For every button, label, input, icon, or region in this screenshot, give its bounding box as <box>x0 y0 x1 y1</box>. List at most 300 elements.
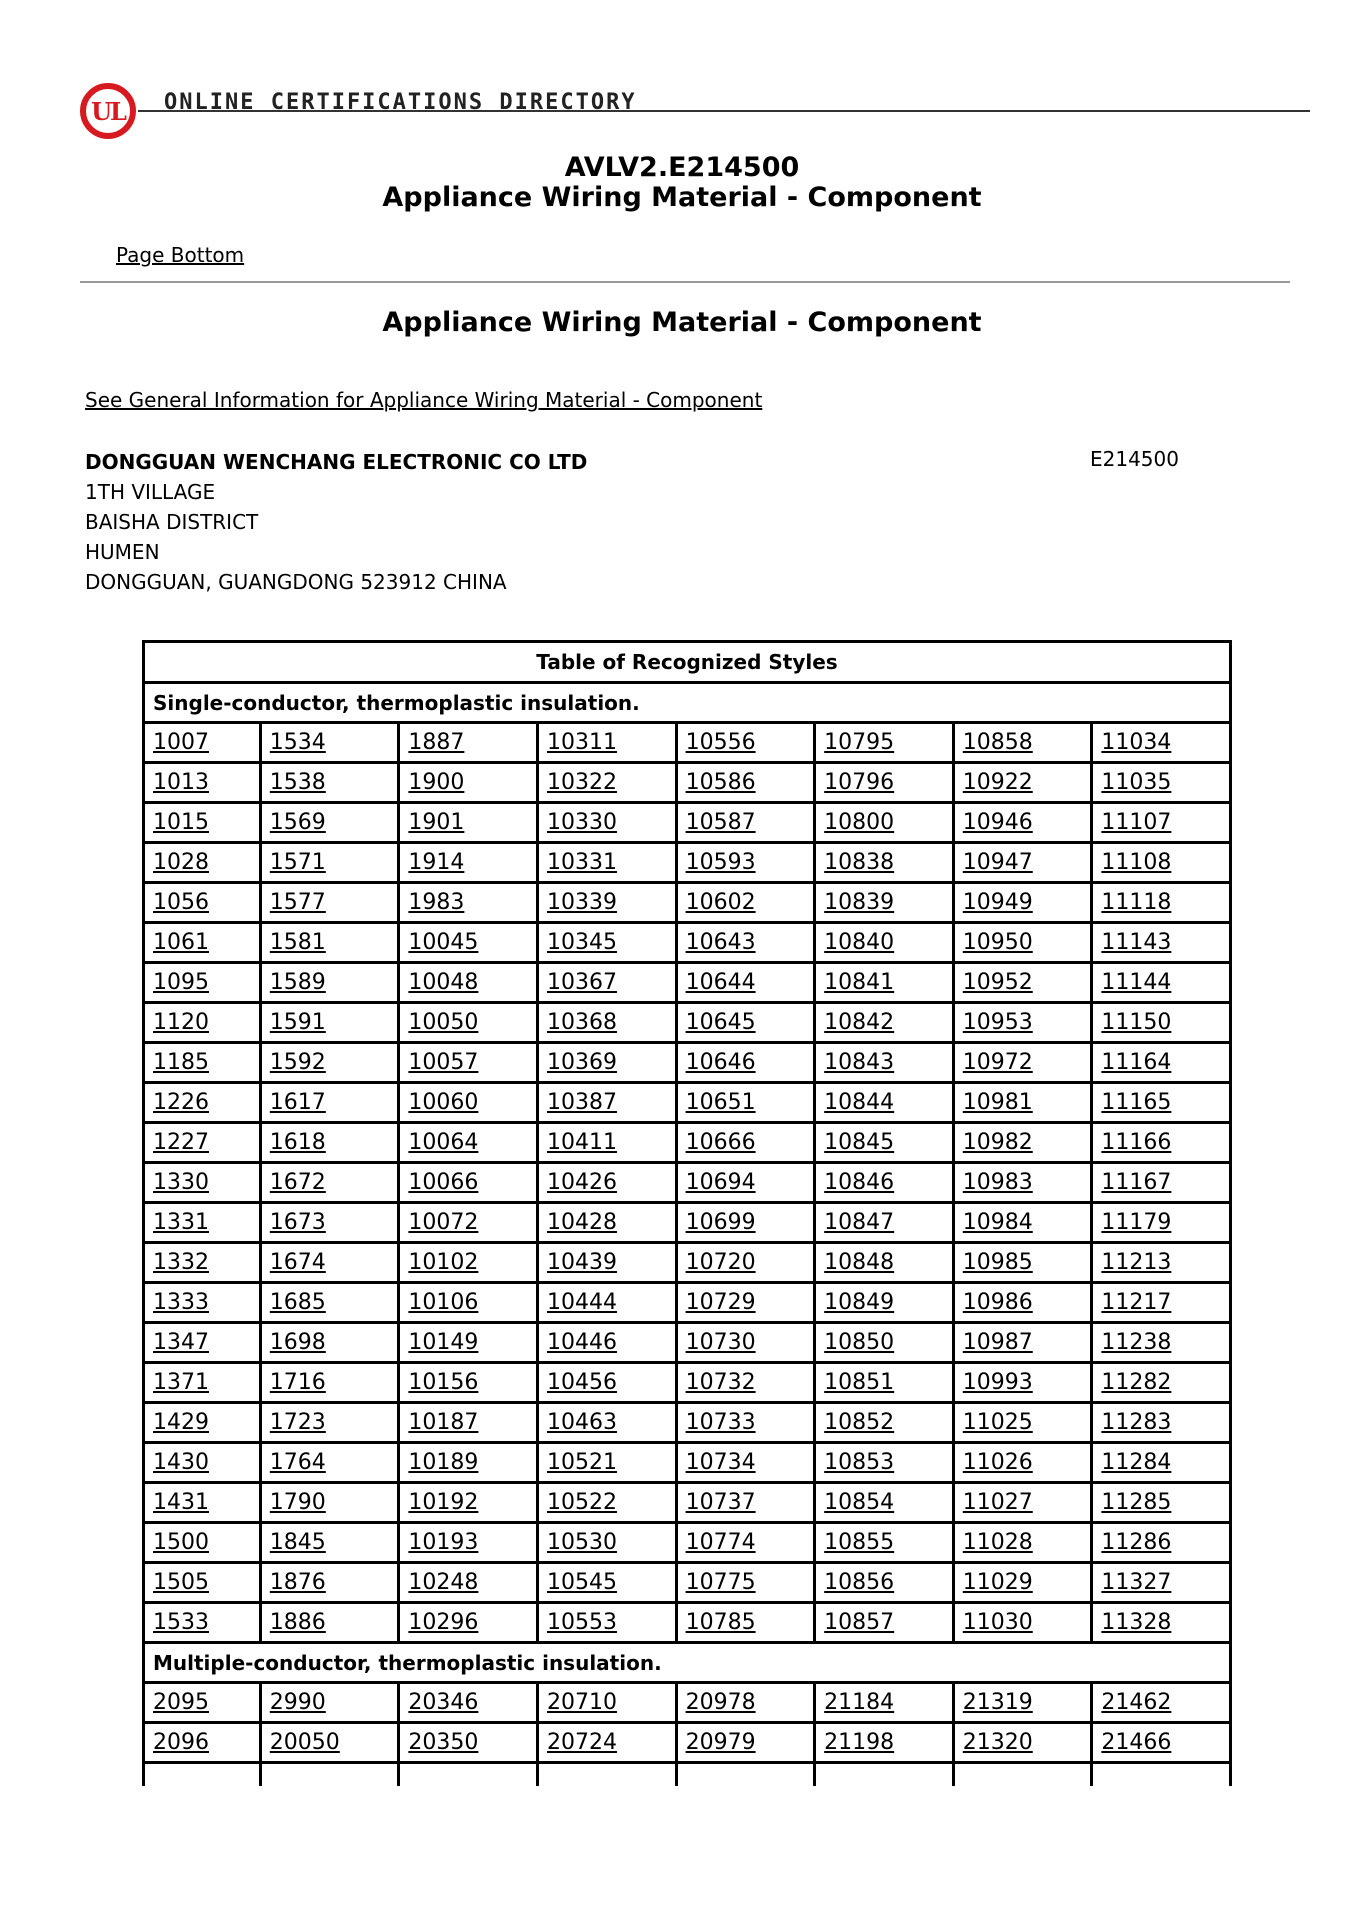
style-link[interactable]: 10854 <box>824 1490 895 1515</box>
ul-logo: UL <box>80 83 136 139</box>
address-line: 1TH VILLAGE <box>85 480 216 504</box>
table-cell <box>953 1043 1092 1083</box>
table-cell <box>260 923 399 963</box>
style-link[interactable]: 10522 <box>546 1490 617 1515</box>
style-link[interactable]: 1061 <box>153 930 209 955</box>
style-link[interactable]: 10852 <box>824 1410 895 1435</box>
style-link[interactable]: 11286 <box>1101 1530 1172 1555</box>
table-cell <box>676 803 815 843</box>
style-link[interactable]: 10426 <box>546 1170 617 1195</box>
style-link[interactable]: 1845 <box>269 1530 326 1555</box>
table-cell <box>260 1203 399 1243</box>
style-link[interactable]: 20978 <box>685 1690 756 1715</box>
style-link[interactable]: 1618 <box>269 1130 326 1155</box>
style-link[interactable]: 2990 <box>269 1690 326 1715</box>
table-cell <box>1092 923 1231 963</box>
style-link[interactable]: 1095 <box>153 970 209 995</box>
style-link[interactable]: 10851 <box>824 1370 895 1395</box>
style-link[interactable]: 10842 <box>824 1010 895 1035</box>
style-link[interactable]: 11029 <box>962 1570 1033 1595</box>
style-link[interactable]: 10345 <box>546 930 617 955</box>
table-cell <box>953 1243 1092 1283</box>
style-link[interactable]: 20350 <box>408 1730 479 1755</box>
table-cell <box>260 1563 399 1603</box>
table-cell <box>537 1683 676 1723</box>
style-link[interactable]: 10699 <box>685 1210 756 1235</box>
style-link[interactable]: 10553 <box>546 1610 617 1635</box>
style-link[interactable]: 1887 <box>408 730 465 755</box>
table-cell <box>260 1363 399 1403</box>
style-link[interactable]: 1429 <box>153 1410 209 1435</box>
style-link[interactable]: 10982 <box>962 1130 1033 1155</box>
style-link[interactable]: 1673 <box>269 1210 326 1235</box>
style-link[interactable]: 10045 <box>408 930 479 955</box>
style-link[interactable]: 1431 <box>153 1490 209 1515</box>
table-row <box>144 803 1231 843</box>
style-link[interactable]: 10987 <box>962 1330 1033 1355</box>
table-cell <box>260 763 399 803</box>
table-cell <box>144 763 261 803</box>
style-link[interactable]: 10586 <box>685 770 756 795</box>
table-cell <box>815 1603 954 1643</box>
table-cell <box>953 1283 1092 1323</box>
table-cell <box>399 1043 538 1083</box>
table-cell <box>953 1683 1092 1723</box>
style-link[interactable]: 11284 <box>1101 1450 1172 1475</box>
table-cell <box>260 1083 399 1123</box>
table-row <box>144 1483 1231 1523</box>
table-cell <box>676 963 815 1003</box>
style-link[interactable]: 1571 <box>269 850 326 875</box>
style-link[interactable]: 10840 <box>824 930 895 955</box>
style-link[interactable]: 1790 <box>269 1490 326 1515</box>
style-link[interactable]: 11213 <box>1101 1250 1172 1275</box>
table-cell <box>144 1203 261 1243</box>
style-link[interactable]: 10844 <box>824 1090 895 1115</box>
style-link[interactable]: 10855 <box>824 1530 895 1555</box>
style-link[interactable]: 10593 <box>685 850 756 875</box>
table-cell <box>537 1163 676 1203</box>
style-link[interactable]: 1589 <box>269 970 326 995</box>
style-link[interactable]: 10720 <box>685 1250 756 1275</box>
table-cell <box>399 1523 538 1563</box>
style-link[interactable]: 10800 <box>824 810 895 835</box>
table-row <box>144 1563 1231 1603</box>
general-info-link[interactable]: See General Information for Appliance Wiring Material - Component <box>85 388 763 412</box>
table-cell <box>399 1443 538 1483</box>
style-link[interactable]: 10734 <box>685 1450 756 1475</box>
style-link[interactable]: 11107 <box>1101 810 1172 835</box>
style-link[interactable]: 10248 <box>408 1570 479 1595</box>
table-cell <box>676 1283 815 1323</box>
style-link[interactable]: 10733 <box>685 1410 756 1435</box>
style-link[interactable]: 1056 <box>153 890 209 915</box>
style-link[interactable]: 1331 <box>153 1210 209 1235</box>
style-link[interactable]: 11108 <box>1101 850 1172 875</box>
style-link[interactable]: 10149 <box>408 1330 479 1355</box>
style-link[interactable]: 10322 <box>546 770 617 795</box>
style-link[interactable]: 10050 <box>408 1010 479 1035</box>
style-link[interactable]: 10369 <box>546 1050 617 1075</box>
style-link[interactable]: 10972 <box>962 1050 1033 1075</box>
style-link[interactable]: 10850 <box>824 1330 895 1355</box>
style-link[interactable]: 1983 <box>408 890 465 915</box>
style-link[interactable]: 1581 <box>269 930 326 955</box>
table-row <box>144 1163 1231 1203</box>
style-link[interactable]: 10331 <box>546 850 617 875</box>
style-link[interactable]: 1533 <box>153 1610 209 1635</box>
company-name: DONGGUAN WENCHANG ELECTRONIC CO LTD <box>85 450 588 474</box>
style-link[interactable]: 10411 <box>546 1130 617 1155</box>
style-link[interactable]: 10330 <box>546 810 617 835</box>
table-cell <box>399 763 538 803</box>
style-link[interactable]: 11285 <box>1101 1490 1172 1515</box>
table-cell <box>144 1083 261 1123</box>
table-cell <box>676 1243 815 1283</box>
style-link[interactable]: 10521 <box>546 1450 617 1475</box>
table-cell <box>1092 803 1231 843</box>
style-link[interactable]: 1028 <box>153 850 209 875</box>
table-row <box>144 1083 1231 1123</box>
table-cell <box>1092 1083 1231 1123</box>
style-link[interactable]: 10737 <box>685 1490 756 1515</box>
style-link[interactable]: 10950 <box>962 930 1033 955</box>
style-link[interactable]: 10730 <box>685 1330 756 1355</box>
style-link[interactable]: 10545 <box>546 1570 617 1595</box>
style-link[interactable]: 1672 <box>269 1170 326 1195</box>
style-link[interactable]: 10387 <box>546 1090 617 1115</box>
style-link[interactable]: 11217 <box>1101 1290 1172 1315</box>
table-cell <box>399 1003 538 1043</box>
style-link[interactable]: 10189 <box>408 1450 479 1475</box>
style-link[interactable]: 1577 <box>269 890 326 915</box>
table-cell <box>399 843 538 883</box>
style-link[interactable]: 10102 <box>408 1250 479 1275</box>
style-link[interactable]: 10064 <box>408 1130 479 1155</box>
style-link[interactable]: 11143 <box>1101 930 1172 955</box>
table-cell <box>144 1683 261 1723</box>
table-cell <box>144 883 261 923</box>
style-link[interactable]: 1347 <box>153 1330 209 1355</box>
style-link[interactable]: 1007 <box>153 730 209 755</box>
table-cell <box>144 963 261 1003</box>
table-cell <box>1092 723 1231 763</box>
style-link[interactable]: 10984 <box>962 1210 1033 1235</box>
table-cell <box>144 843 261 883</box>
style-link[interactable]: 1534 <box>269 730 326 755</box>
style-link[interactable]: 1500 <box>153 1530 209 1555</box>
style-link[interactable]: 10983 <box>962 1170 1033 1195</box>
style-link[interactable]: 10848 <box>824 1250 895 1275</box>
style-link[interactable]: 1538 <box>269 770 326 795</box>
style-link[interactable]: 10463 <box>546 1410 617 1435</box>
table-cell <box>144 1003 261 1043</box>
style-link[interactable]: 1330 <box>153 1170 209 1195</box>
table-cell <box>815 1203 954 1243</box>
table-cell <box>399 1603 538 1643</box>
style-link[interactable]: 21184 <box>824 1690 895 1715</box>
style-link[interactable]: 10428 <box>546 1210 617 1235</box>
style-link[interactable]: 10795 <box>824 730 895 755</box>
table-cell <box>399 1763 538 1787</box>
section-heading: Multiple-conductor, thermoplastic insulation. <box>144 1643 1231 1683</box>
style-link[interactable]: 11283 <box>1101 1410 1172 1435</box>
table-cell <box>1092 1603 1231 1643</box>
style-link[interactable]: 20710 <box>546 1690 617 1715</box>
style-link[interactable]: 10981 <box>962 1090 1033 1115</box>
style-link[interactable]: 11150 <box>1101 1010 1172 1035</box>
style-link[interactable]: 10072 <box>408 1210 479 1235</box>
style-link[interactable]: 10587 <box>685 810 756 835</box>
table-cell <box>399 1163 538 1203</box>
style-link[interactable]: 10645 <box>685 1010 756 1035</box>
table-cell <box>537 763 676 803</box>
style-link[interactable]: 11144 <box>1101 970 1172 995</box>
style-link[interactable]: 2096 <box>153 1730 209 1755</box>
table-cell <box>399 883 538 923</box>
style-link[interactable]: 10953 <box>962 1010 1033 1035</box>
file-number: E214500 <box>1090 447 1179 471</box>
section-divider <box>80 281 1290 283</box>
table-cell <box>676 883 815 923</box>
style-link[interactable]: 11028 <box>962 1530 1033 1555</box>
style-link[interactable]: 10156 <box>408 1370 479 1395</box>
table-row <box>144 1443 1231 1483</box>
style-link[interactable]: 10856 <box>824 1570 895 1595</box>
style-link[interactable]: 11034 <box>1101 730 1172 755</box>
style-link[interactable]: 10796 <box>824 770 895 795</box>
table-cell <box>676 1043 815 1083</box>
style-link[interactable]: 10644 <box>685 970 756 995</box>
address-line: DONGGUAN, GUANGDONG 523912 CHINA <box>85 570 507 594</box>
table-cell <box>537 803 676 843</box>
style-link[interactable]: 10993 <box>962 1370 1033 1395</box>
style-link[interactable]: 11238 <box>1101 1330 1172 1355</box>
table-cell <box>1092 1283 1231 1323</box>
style-link[interactable]: 10446 <box>546 1330 617 1355</box>
table-row-partial <box>144 1763 1231 1787</box>
table-cell <box>399 1243 538 1283</box>
style-link[interactable]: 10367 <box>546 970 617 995</box>
style-link[interactable]: 21320 <box>962 1730 1033 1755</box>
table-cell <box>815 1523 954 1563</box>
style-link[interactable]: 10853 <box>824 1450 895 1475</box>
table-cell <box>953 1123 1092 1163</box>
table-cell <box>537 1323 676 1363</box>
style-link[interactable]: 10729 <box>685 1290 756 1315</box>
style-link[interactable]: 1505 <box>153 1570 209 1595</box>
style-link[interactable]: 10857 <box>824 1610 895 1635</box>
style-link[interactable]: 10311 <box>546 730 617 755</box>
style-link[interactable]: 21462 <box>1101 1690 1172 1715</box>
style-link[interactable]: 10296 <box>408 1610 479 1635</box>
style-link[interactable]: 10439 <box>546 1250 617 1275</box>
style-link[interactable]: 1185 <box>153 1050 209 1075</box>
style-link[interactable]: 10187 <box>408 1410 479 1435</box>
style-link[interactable]: 10843 <box>824 1050 895 1075</box>
style-link[interactable]: 10057 <box>408 1050 479 1075</box>
table-cell <box>537 963 676 1003</box>
table-cell <box>953 1003 1092 1043</box>
style-link[interactable]: 2095 <box>153 1690 209 1715</box>
style-link[interactable]: 20050 <box>269 1730 340 1755</box>
table-cell <box>953 1403 1092 1443</box>
style-link[interactable]: 1430 <box>153 1450 209 1475</box>
style-link[interactable]: 10444 <box>546 1290 617 1315</box>
style-link[interactable]: 1013 <box>153 770 209 795</box>
table-cell <box>144 1563 261 1603</box>
style-link[interactable]: 10456 <box>546 1370 617 1395</box>
table-cell <box>815 883 954 923</box>
style-link[interactable]: 10775 <box>685 1570 756 1595</box>
table-cell <box>399 1123 538 1163</box>
style-link[interactable]: 11026 <box>962 1450 1033 1475</box>
style-link[interactable]: 1332 <box>153 1250 209 1275</box>
table-cell <box>144 923 261 963</box>
style-link[interactable]: 10849 <box>824 1290 895 1315</box>
style-link[interactable]: 10646 <box>685 1050 756 1075</box>
style-link[interactable]: 10556 <box>685 730 756 755</box>
style-link[interactable]: 1685 <box>269 1290 326 1315</box>
table-row <box>144 923 1231 963</box>
page-bottom-link[interactable]: Page Bottom <box>116 243 245 267</box>
style-link[interactable]: 10922 <box>962 770 1033 795</box>
style-link[interactable]: 11118 <box>1101 890 1172 915</box>
style-link[interactable]: 10946 <box>962 810 1033 835</box>
style-link[interactable]: 11282 <box>1101 1370 1172 1395</box>
style-link[interactable]: 11166 <box>1101 1130 1172 1155</box>
style-link[interactable]: 10060 <box>408 1090 479 1115</box>
address-line: HUMEN <box>85 540 160 564</box>
table-cell <box>815 1043 954 1083</box>
table-cell <box>1092 1203 1231 1243</box>
style-link[interactable]: 10666 <box>685 1130 756 1155</box>
style-link[interactable]: 10985 <box>962 1250 1033 1275</box>
style-link[interactable]: 11327 <box>1101 1570 1172 1595</box>
table-cell <box>260 1123 399 1163</box>
style-link[interactable]: 1674 <box>269 1250 326 1275</box>
style-link[interactable]: 1371 <box>153 1370 209 1395</box>
style-link[interactable]: 10048 <box>408 970 479 995</box>
table-cell <box>815 1763 954 1787</box>
table-cell <box>815 843 954 883</box>
style-link[interactable]: 1698 <box>269 1330 326 1355</box>
style-link[interactable]: 1716 <box>269 1370 326 1395</box>
style-link[interactable]: 11030 <box>962 1610 1033 1635</box>
table-cell <box>260 1003 399 1043</box>
style-link[interactable]: 10651 <box>685 1090 756 1115</box>
style-link[interactable]: 11328 <box>1101 1610 1172 1635</box>
table-cell <box>953 1163 1092 1203</box>
style-link[interactable]: 1886 <box>269 1610 326 1635</box>
table-cell <box>537 1043 676 1083</box>
style-link[interactable]: 21198 <box>824 1730 895 1755</box>
table-cell <box>953 1563 1092 1603</box>
style-link[interactable]: 1914 <box>408 850 465 875</box>
style-link[interactable]: 10785 <box>685 1610 756 1635</box>
style-link[interactable]: 10602 <box>685 890 756 915</box>
table-cell <box>815 923 954 963</box>
style-link[interactable]: 10193 <box>408 1530 479 1555</box>
table-cell <box>815 1443 954 1483</box>
table-cell <box>953 1723 1092 1763</box>
style-link[interactable]: 1015 <box>153 810 209 835</box>
table-cell <box>1092 883 1231 923</box>
style-link[interactable]: 11165 <box>1101 1090 1172 1115</box>
style-link[interactable]: 10339 <box>546 890 617 915</box>
style-link[interactable]: 1226 <box>153 1090 209 1115</box>
style-link[interactable]: 10774 <box>685 1530 756 1555</box>
style-link[interactable]: 20724 <box>546 1730 617 1755</box>
style-link[interactable]: 11179 <box>1101 1210 1172 1235</box>
style-link[interactable]: 10952 <box>962 970 1033 995</box>
style-link[interactable]: 1900 <box>408 770 465 795</box>
style-link[interactable]: 1333 <box>153 1290 209 1315</box>
table-cell <box>399 1723 538 1763</box>
style-link[interactable]: 21466 <box>1101 1730 1172 1755</box>
style-link[interactable]: 10947 <box>962 850 1033 875</box>
style-link[interactable]: 10841 <box>824 970 895 995</box>
style-link[interactable]: 10643 <box>685 930 756 955</box>
style-link[interactable]: 1764 <box>269 1450 326 1475</box>
style-link[interactable]: 10845 <box>824 1130 895 1155</box>
style-link[interactable]: 1591 <box>269 1010 326 1035</box>
table-cell <box>260 723 399 763</box>
style-link[interactable]: 1592 <box>269 1050 326 1075</box>
table-cell <box>260 1483 399 1523</box>
table-cell <box>260 803 399 843</box>
style-link[interactable]: 10949 <box>962 890 1033 915</box>
style-link[interactable]: 1227 <box>153 1130 209 1155</box>
table-cell <box>815 1283 954 1323</box>
table-cell <box>815 963 954 1003</box>
style-link[interactable]: 1876 <box>269 1570 326 1595</box>
style-link[interactable]: 10839 <box>824 890 895 915</box>
style-link[interactable]: 10694 <box>685 1170 756 1195</box>
table-cell <box>953 1763 1092 1787</box>
style-link[interactable]: 11167 <box>1101 1170 1172 1195</box>
style-link[interactable]: 1723 <box>269 1410 326 1435</box>
style-link[interactable]: 1901 <box>408 810 465 835</box>
style-link[interactable]: 10858 <box>962 730 1033 755</box>
style-link[interactable]: 11025 <box>962 1410 1033 1435</box>
style-link[interactable]: 1569 <box>269 810 326 835</box>
style-link[interactable]: 10732 <box>685 1370 756 1395</box>
table-cell <box>953 1603 1092 1643</box>
style-link[interactable]: 10846 <box>824 1170 895 1195</box>
style-link[interactable]: 20979 <box>685 1730 756 1755</box>
style-link[interactable]: 20346 <box>408 1690 479 1715</box>
table-cell <box>1092 1003 1231 1043</box>
table-cell <box>144 803 261 843</box>
style-link[interactable]: 10838 <box>824 850 895 875</box>
table-cell <box>537 1563 676 1603</box>
style-link[interactable]: 10192 <box>408 1490 479 1515</box>
style-link[interactable]: 10368 <box>546 1010 617 1035</box>
style-link[interactable]: 10847 <box>824 1210 895 1235</box>
style-link[interactable]: 21319 <box>962 1690 1033 1715</box>
style-link[interactable]: 1120 <box>153 1010 209 1035</box>
style-link[interactable]: 11027 <box>962 1490 1033 1515</box>
style-link[interactable]: 10066 <box>408 1170 479 1195</box>
style-link[interactable]: 11035 <box>1101 770 1172 795</box>
table-cell <box>399 1683 538 1723</box>
style-link[interactable]: 10106 <box>408 1290 479 1315</box>
style-link[interactable]: 10986 <box>962 1290 1033 1315</box>
style-link[interactable]: 11164 <box>1101 1050 1172 1075</box>
style-link[interactable]: 1617 <box>269 1090 326 1115</box>
style-link[interactable]: 10530 <box>546 1530 617 1555</box>
